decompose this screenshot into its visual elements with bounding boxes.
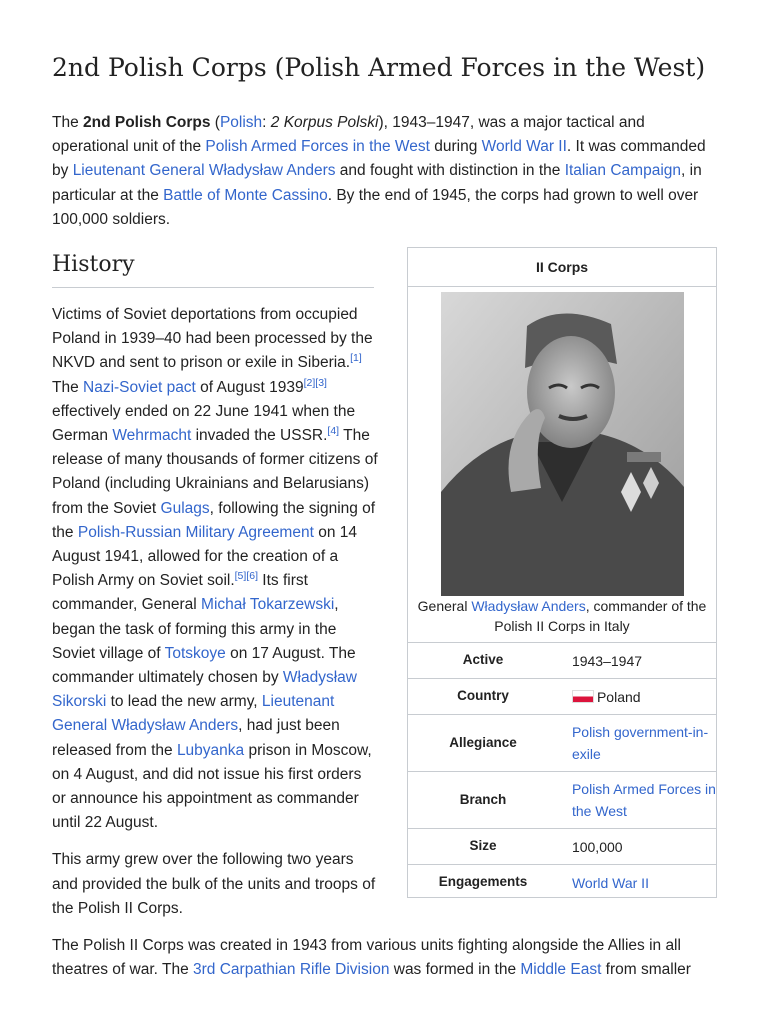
ref-4[interactable]: [4] xyxy=(327,424,340,437)
row-value-country: Poland xyxy=(558,686,716,708)
link-anders-2[interactable]: Lieutenant General Władysław Anders xyxy=(52,693,335,735)
row-label: Active xyxy=(462,652,504,668)
portrait-photo[interactable] xyxy=(441,292,684,596)
link-tokarzewski[interactable]: Michał Tokarzewski xyxy=(201,596,335,614)
section-heading-history: History xyxy=(52,249,374,288)
caption-link-anders[interactable]: Władysław Anders xyxy=(471,598,586,614)
portrait-image xyxy=(441,292,684,596)
link-monte-cassino[interactable]: Battle of Monte Cassino xyxy=(163,186,328,204)
link-wehrmacht[interactable]: Wehrmacht xyxy=(112,427,192,445)
link-nazi-soviet-pact[interactable]: Nazi-Soviet pact xyxy=(83,378,196,396)
link-totskoye[interactable]: Totskoye xyxy=(164,644,226,662)
infobox xyxy=(407,247,717,898)
infobox-row-size xyxy=(408,828,716,864)
ref-5-6[interactable]: [5][6] xyxy=(234,570,258,583)
row-value: 1943–1947 xyxy=(571,652,643,669)
link-military-agreement[interactable]: Polish-Russian Military Agreement xyxy=(77,523,314,541)
history-paragraph-2: This army grew over the following two years and provided the bulk of the units and troops of the Polish II Corps. xyxy=(52,851,376,917)
infobox-row-engagements xyxy=(408,864,716,900)
infobox-title: II Corps xyxy=(408,248,716,287)
link-sikorski[interactable]: Władysław Sikorski xyxy=(52,669,357,711)
row-label: Allegiance xyxy=(449,734,517,750)
link-anders[interactable]: Lieutenant General Władysław Anders xyxy=(72,162,336,180)
ref-2-3[interactable]: [2][3] xyxy=(303,376,327,389)
infobox-rows xyxy=(408,642,716,900)
link-italian-campaign[interactable]: Italian Campaign xyxy=(564,162,682,180)
ref-1[interactable]: [1] xyxy=(350,352,362,365)
history-paragraph-3: The Polish II Corps was created in 1943 from various units fighting alongside the Allies in all theatres of war. The 3rd Carpathian Rifle Division was formed in the Middle East from smaller xyxy=(52,937,691,979)
row-label: Engagements xyxy=(438,874,528,890)
infobox-row-country xyxy=(408,678,716,714)
lead-paragraph: The 2nd Polish Corps (Polish: 2 Korpus Polski), 1943–1947, was a major tactical and operational unit of the Polish Armed Forces in the West during World War II. It was commanded by Lieutenant General Władysław Anders and fought with distinction in the Italian Campaign, in particular at the Battle of Monte Cassino. By the end of 1945, the corps had grown to well over 100,000 soldiers. xyxy=(52,114,706,228)
poland-flag-icon xyxy=(572,690,594,703)
link-middle-east[interactable]: Middle East xyxy=(520,961,602,979)
link-engagement-ww2[interactable]: World War II xyxy=(571,874,649,891)
history-column xyxy=(52,303,378,934)
link-government-in-exile[interactable]: Polish government-in-exile xyxy=(571,724,709,762)
polish-name: 2 Korpus Polski xyxy=(270,114,379,131)
infobox-row-active xyxy=(408,642,716,678)
subject-bold: 2nd Polish Corps xyxy=(83,114,211,131)
link-polish[interactable]: Polish xyxy=(219,114,263,131)
page-title: 2nd Polish Corps (Polish Armed Forces in the West) xyxy=(52,53,706,82)
link-polish-armed-forces[interactable]: Polish Armed Forces in the West xyxy=(205,138,430,156)
portrait-caption: General Władysław Anders, commander of the Polish II Corps in Italy xyxy=(417,598,707,634)
history-paragraph-1: Victims of Soviet deportations from occupied Poland in 1939–40 had been processed by the NKVD and sent to prison or exile in Siberia.[1] The Nazi-Soviet pact of August 1939[2][3] effectively ended on 22 June 1941 when the German Wehrmacht invaded the USSR.[4] The release of many thousands of former citizens of Poland (including Ukrainians and Belarusians) from the Soviet Gulags, following the signing of the Polish-Russian Military Agreement on 14 August 1941, allowed for the creation of a Polish Army on Soviet soil.[5][6] Its first commander, General Michał Tokarzewski, began the task of forming this army in the Soviet village of Totskoye on 17 August. The commander ultimately chosen by Władysław Sikorski to lead the new army, Lieutenant General Władysław Anders, had just been released from the Lubyanka prison in Moscow, on 4 August, and did not issue his first orders or announce his appointment as commander until 22 August. xyxy=(52,306,378,832)
link-lubyanka[interactable]: Lubyanka xyxy=(176,741,245,759)
row-label: Branch xyxy=(459,791,507,807)
row-label: Country xyxy=(457,688,509,704)
link-3rd-carpathian[interactable]: 3rd Carpathian Rifle Division xyxy=(193,961,390,979)
infobox-row-allegiance xyxy=(408,714,716,771)
row-label: Size xyxy=(469,838,497,854)
link-branch-pafw[interactable]: Polish Armed Forces in the West xyxy=(571,781,716,819)
infobox-row-branch xyxy=(408,771,716,828)
link-gulags[interactable]: Gulags xyxy=(160,499,210,517)
link-world-war-ii[interactable]: World War II xyxy=(481,138,567,156)
row-value: 100,000 xyxy=(571,838,623,855)
